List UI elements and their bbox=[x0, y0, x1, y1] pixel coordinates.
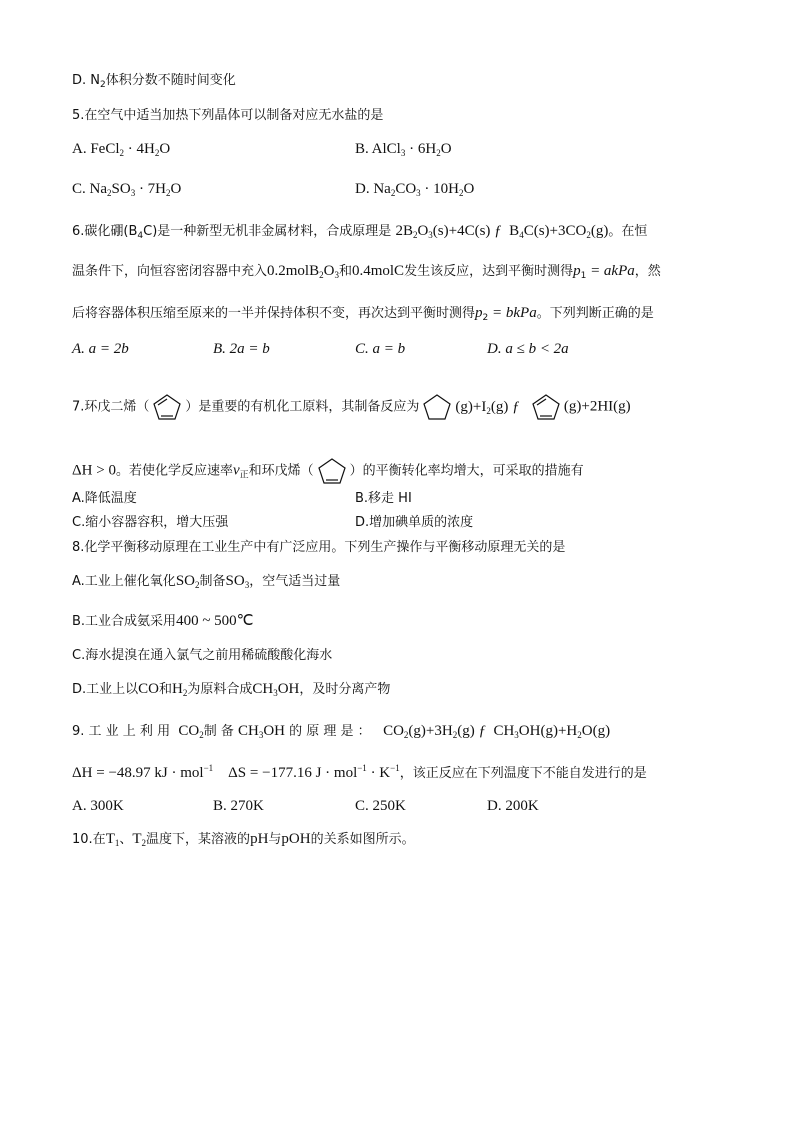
q6-option-d: D. a ≤ b < 2a bbox=[487, 341, 569, 357]
q9-option-b: B. 270K bbox=[213, 798, 264, 814]
cyclopentane-structure bbox=[419, 392, 455, 422]
q5-option-c: C. $Na_2SO_3 \cdot 7H_2O$ bbox=[72, 181, 182, 198]
q5-option-d: D. $Na_2CO_3 \cdot 10H_2O$ bbox=[355, 181, 475, 198]
q9-option-a: A. 300K bbox=[72, 798, 124, 814]
q7-line1: 7.环戊二烯（ ）是重要的有机化工原料，其制备反应为 $(g)+I_2(g)$ ƒ (g)+2HI(g) bbox=[72, 392, 631, 422]
q6-option-a: A. a = 2b bbox=[72, 341, 129, 357]
q6-option-c: C. a = b bbox=[355, 341, 406, 357]
q5-option-b: B. AlCl$_3$ · $6H_2O$ bbox=[355, 141, 452, 158]
q8-option-b: B.工业合成氨采用400 ~ 500℃ bbox=[72, 613, 254, 629]
q7-option-a: A.降低温度 bbox=[72, 491, 137, 506]
q6-line3: 后将容器体积压缩至原来的一半并保持体积不变，再次达到平衡时测得$p_2$ = bkPa。下列判断正确的是 bbox=[72, 305, 654, 323]
cyclopentadiene-structure bbox=[149, 392, 185, 422]
q5-stem: 5.在空气中适当加热下列晶体可以制备对应无水盐的是 bbox=[72, 108, 384, 123]
q7-line2: ΔH > 0。若使化学反应速率$v_正$和环戊烯（ ）的平衡转化率均增大，可采取的措施有 bbox=[72, 456, 584, 486]
q9-line2: ΔH = −48.97 kJ · mol$^{-1}$ ΔS = −177.16 $J \cdot mol^{-1} \cdot K^{-1}$，该正反应在下列温度下不能自发进行的是 bbox=[72, 763, 647, 781]
q6-option-b: B. 2a = b bbox=[213, 341, 270, 357]
q9-option-c: C. 250K bbox=[355, 798, 406, 814]
q8-option-c: C.海水提溴在通入氯气之前用稀硫酸酸化海水 bbox=[72, 648, 333, 663]
q8-option-a: A.工业上催化氧化$SO_2$制备$SO_3$，空气适当过量 bbox=[72, 573, 341, 590]
q8-stem: 8.化学平衡移动原理在工业生产中有广泛应用。下列生产操作与平衡移动原理无关的是 bbox=[72, 540, 566, 555]
q7-option-b: B.移走 HI bbox=[355, 491, 412, 506]
cyclopentene-structure bbox=[314, 456, 350, 486]
q4-option-d: D. $N_2$体积分数不随时间变化 bbox=[72, 73, 236, 90]
cyclopentadiene-product-structure bbox=[528, 392, 564, 422]
q9-option-d: D. 200K bbox=[487, 798, 539, 814]
q7-option-c: C.缩小容器容积，增大压强 bbox=[72, 515, 229, 530]
q10-stem: 10.在$T_1$、$T_2$温度下，某溶液的pH与pOH的关系如图所示。 bbox=[72, 831, 415, 848]
q5-option-a: A. FeCl$_2$ · $4H_2O$ bbox=[72, 141, 171, 158]
q7-option-d: D.增加碘单质的浓度 bbox=[355, 515, 474, 530]
q6-line1: 6.碳化硼$(B_4C)$是一种新型无机非金属材料，合成原理是 $2B_2O_3(s)+4C(s)$ ƒ $B_4C(s)+3CO_2(g)$。在恒 bbox=[72, 223, 648, 241]
q9-line1: 9. 工 业 上 利 用 $CO_2$制 备 $CH_3OH$ 的 原 理 是 ： $CO_2(g)+3H_2(g)$ ƒ $CH_3OH(g)+H_2O(g)$ bbox=[72, 723, 611, 740]
q6-line2: 温条件下，向恒容密闭容器中充入$0.2molB_2O_3$和0.4molC发生该反应，达到平衡时测得$p_1$ = akPa，然 bbox=[72, 263, 661, 281]
q8-option-d: D.工业上以CO和$H_2$为原料合成$CH_3OH$，及时分离产物 bbox=[72, 681, 391, 698]
